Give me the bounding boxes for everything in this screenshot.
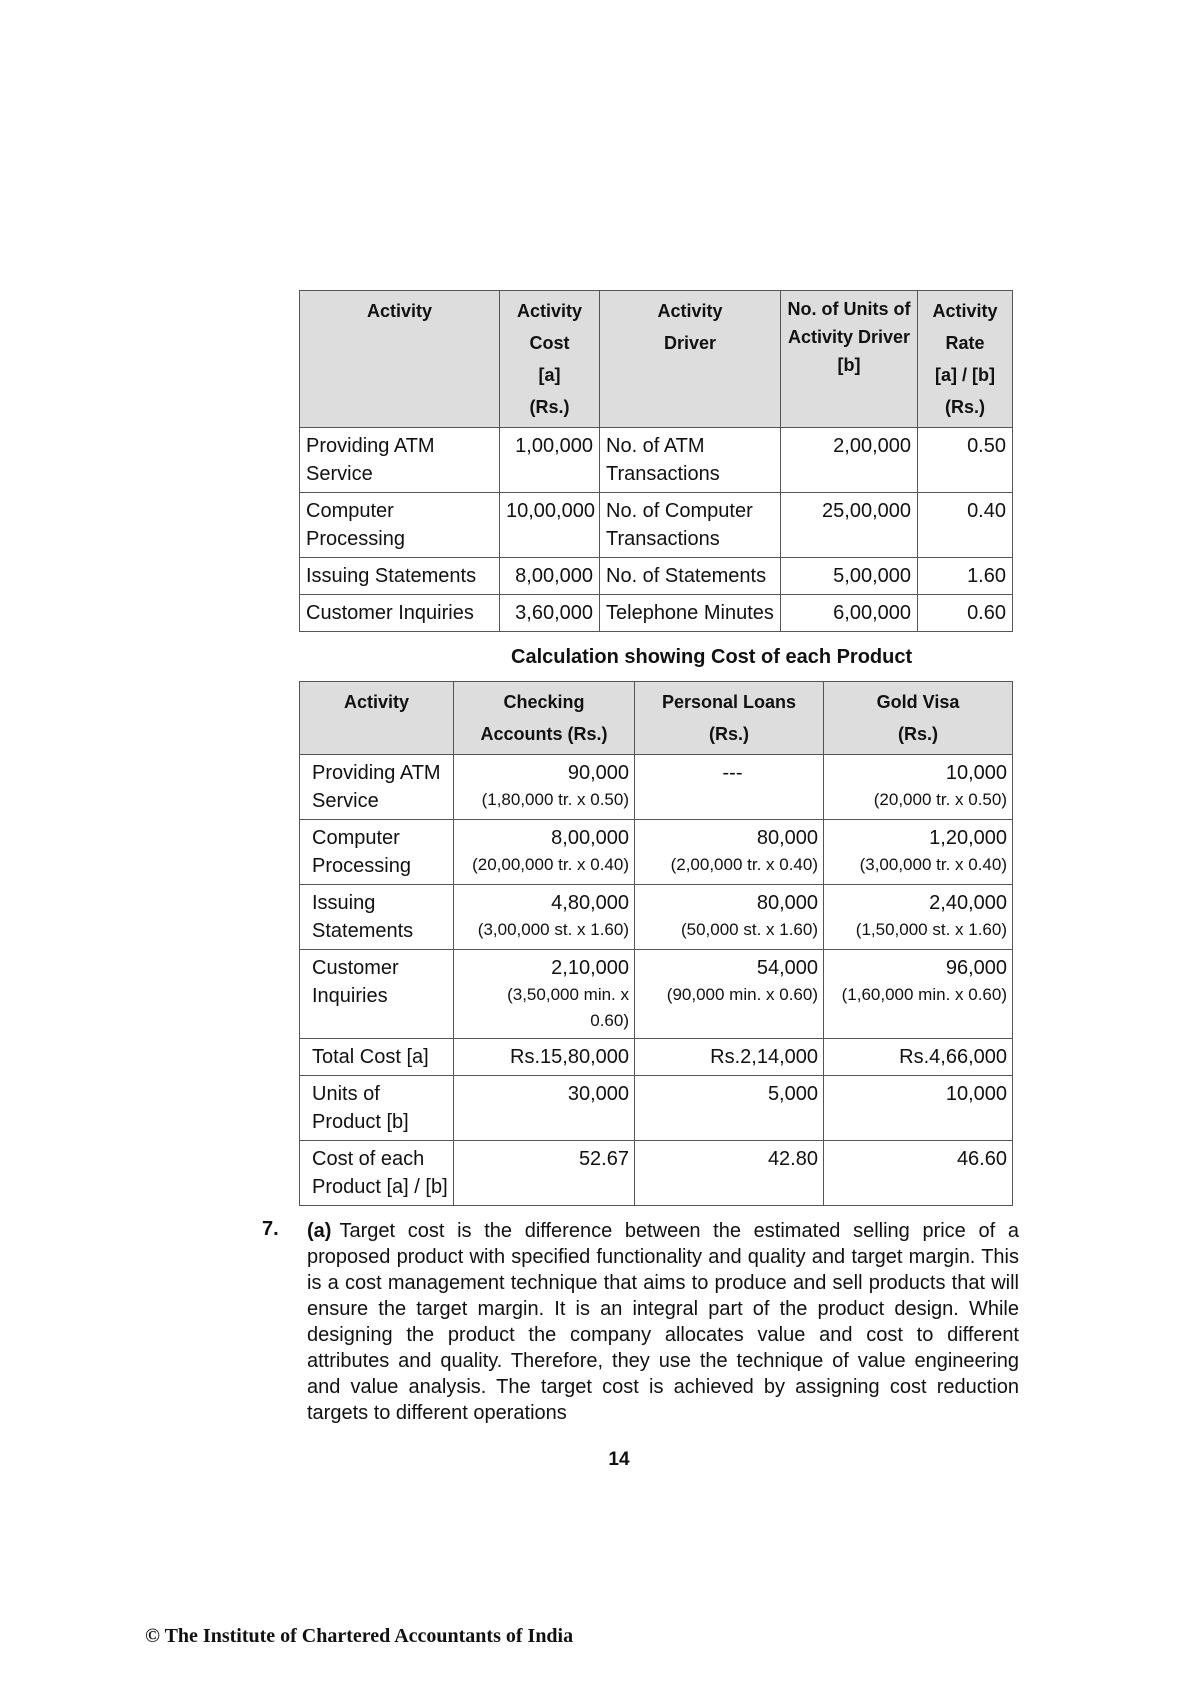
cost-cell: 8,00,000 xyxy=(500,558,600,595)
loans-cell: 54,000 (90,000 min. x 0.60) xyxy=(635,950,824,1039)
driver-cell: No. of Statements xyxy=(600,558,781,595)
table-row xyxy=(300,493,1013,558)
checking-cell: 52.67 xyxy=(454,1141,635,1206)
activity-cell: Providing ATM Service xyxy=(300,428,500,493)
activity-cell: Issuing Statements xyxy=(300,885,454,950)
checking-cell: 2,10,000 (3,50,000 min. x 0.60) xyxy=(454,950,635,1039)
units-cell: 25,00,000 xyxy=(781,493,918,558)
units-cell: 2,00,000 xyxy=(781,428,918,493)
calculation-title: Calculation showing Cost of each Product xyxy=(511,646,913,668)
header-activity: Activity xyxy=(300,682,454,755)
visa-cell: 1,20,000 (3,00,000 tr. x 0.40) xyxy=(824,820,1013,885)
table-header-row xyxy=(300,291,1013,428)
header-checking: Checking Accounts (Rs.) xyxy=(454,682,635,755)
page-number: 14 xyxy=(608,1449,630,1470)
table-row xyxy=(300,595,1013,632)
visa-cell: Rs.4,66,000 xyxy=(824,1039,1013,1076)
header-gold-visa: Gold Visa (Rs.) xyxy=(824,682,1013,755)
table-row xyxy=(300,428,1013,493)
checking-cell: 4,80,000 (3,00,000 st. x 1.60) xyxy=(454,885,635,950)
question-sub-label: (a) xyxy=(307,1220,332,1242)
rate-cell: 1.60 xyxy=(918,558,1013,595)
question-paragraph xyxy=(307,1218,1019,1426)
rate-cell: 0.50 xyxy=(918,428,1013,493)
checking-cell: 8,00,000 (20,00,000 tr. x 0.40) xyxy=(454,820,635,885)
checking-cell: 90,000 (1,80,000 tr. x 0.50) xyxy=(454,755,635,820)
loans-cell: 42.80 xyxy=(635,1141,824,1206)
units-cell: 6,00,000 xyxy=(781,595,918,632)
product-cost-table xyxy=(299,681,1013,1206)
activity-cell: Customer Inquiries xyxy=(300,950,454,1039)
total-cost-row xyxy=(300,1039,1013,1076)
activity-cell: Customer Inquiries xyxy=(300,595,500,632)
header-activity-driver: Activity Driver xyxy=(600,291,781,428)
question-number: 7. xyxy=(262,1218,279,1240)
driver-cell: No. of ATM Transactions xyxy=(600,428,781,493)
driver-cell: No. of Computer Transactions xyxy=(600,493,781,558)
loans-cell: 80,000 (2,00,000 tr. x 0.40) xyxy=(635,820,824,885)
visa-cell: 96,000 (1,60,000 min. x 0.60) xyxy=(824,950,1013,1039)
visa-cell: 2,40,000 (1,50,000 st. x 1.60) xyxy=(824,885,1013,950)
question-text: Target cost is the difference between the estimated selling price of a proposed product with specified functionality and quality and target margin. This is a cost management technique that aims to produce and sell products that will ensure the target margin. It is an integral part of the product design. While designing the product the company allocates value and cost to different attributes and quality. Therefore, they use the technique of value engineering and value analysis. The target cost is achieved by assigning cost reduction targets to different operations xyxy=(307,1220,1019,1424)
units-row xyxy=(300,1076,1013,1141)
header-rate: Activity Rate [a] / [b] (Rs.) xyxy=(918,291,1013,428)
footer-copyright: © The Institute of Chartered Accountants of India xyxy=(145,1625,574,1647)
cost-per-product-row xyxy=(300,1141,1013,1206)
activity-cell: Issuing Statements xyxy=(300,558,500,595)
rate-cell: 0.60 xyxy=(918,595,1013,632)
activity-cell: Computer Processing xyxy=(300,820,454,885)
header-units: No. of Units of Activity Driver [b] xyxy=(781,291,918,428)
visa-cell: 46.60 xyxy=(824,1141,1013,1206)
table-row xyxy=(300,755,1013,820)
visa-cell: 10,000 (20,000 tr. x 0.50) xyxy=(824,755,1013,820)
table-row xyxy=(300,820,1013,885)
checking-cell: Rs.15,80,000 xyxy=(454,1039,635,1076)
checking-cell: 30,000 xyxy=(454,1076,635,1141)
visa-cell: 10,000 xyxy=(824,1076,1013,1141)
row-label: Total Cost [a] xyxy=(300,1039,454,1076)
table-row xyxy=(300,558,1013,595)
driver-cell: Telephone Minutes xyxy=(600,595,781,632)
row-label: Cost of each Product [a] / [b] xyxy=(300,1141,454,1206)
table-row xyxy=(300,950,1013,1039)
loans-cell: 5,000 xyxy=(635,1076,824,1141)
activity-cell: Computer Processing xyxy=(300,493,500,558)
units-cell: 5,00,000 xyxy=(781,558,918,595)
header-activity: Activity xyxy=(300,291,500,428)
loans-cell: Rs.2,14,000 xyxy=(635,1039,824,1076)
activity-rate-table xyxy=(299,290,1013,632)
cost-cell: 3,60,000 xyxy=(500,595,600,632)
table-header-row xyxy=(300,682,1013,755)
row-label: Units of Product [b] xyxy=(300,1076,454,1141)
loans-cell: 80,000 (50,000 st. x 1.60) xyxy=(635,885,824,950)
loans-cell: --- xyxy=(635,755,824,820)
header-personal-loans: Personal Loans (Rs.) xyxy=(635,682,824,755)
rate-cell: 0.40 xyxy=(918,493,1013,558)
table-row xyxy=(300,885,1013,950)
activity-cell: Providing ATM Service xyxy=(300,755,454,820)
header-activity-cost: Activity Cost [a] (Rs.) xyxy=(500,291,600,428)
cost-cell: 1,00,000 xyxy=(500,428,600,493)
cost-cell: 10,00,000 xyxy=(500,493,600,558)
